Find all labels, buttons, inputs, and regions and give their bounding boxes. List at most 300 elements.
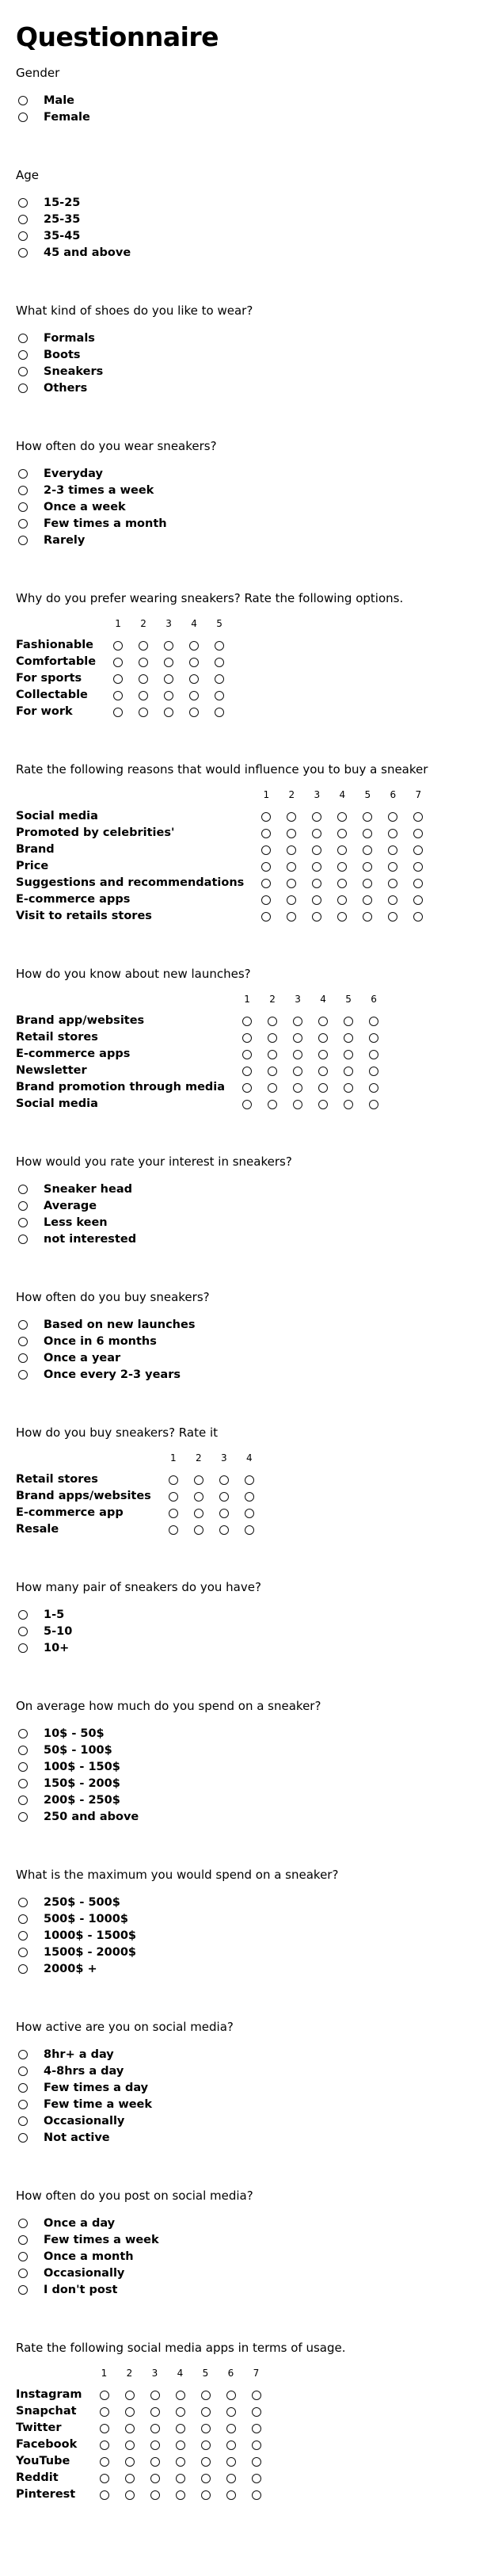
rating-radio[interactable] [215,641,224,651]
rating-radio[interactable] [169,1509,178,1518]
rating-radio[interactable] [287,879,296,888]
rating-radio[interactable] [261,829,271,838]
rating-radio[interactable] [242,1100,252,1109]
option-250-500[interactable] [16,1895,486,1911]
rating-radio[interactable] [113,641,123,651]
rating-cell [156,654,181,670]
rating-radio[interactable] [344,1050,353,1059]
option-occasionally[interactable] [16,2265,486,2282]
rating-radio[interactable] [100,2424,109,2433]
rating-radio[interactable] [388,879,397,888]
option-4-8hrs-a-day[interactable] [16,2063,486,2080]
option-everyday[interactable] [16,466,486,483]
rating-radio[interactable] [125,2441,135,2450]
rating-radio[interactable] [150,2457,160,2467]
radio-button[interactable] [18,248,28,258]
rating-radio[interactable] [312,845,321,855]
rating-radio[interactable] [369,1017,378,1026]
matrix-row-snapchat [16,2403,269,2420]
radio-button[interactable] [18,1964,28,1974]
radio-button[interactable] [18,1729,28,1738]
rating-radio[interactable] [201,2424,211,2433]
rating-radio[interactable] [318,1083,328,1093]
rating-radio[interactable] [194,1525,203,1535]
radio-button[interactable] [18,1931,28,1941]
rating-radio[interactable] [413,829,423,838]
rating-cell [355,808,380,825]
rating-radio[interactable] [363,912,372,922]
rating-radio[interactable] [268,1083,277,1093]
radio-button[interactable] [18,2219,28,2228]
rating-radio[interactable] [189,708,199,717]
rating-column-header: 6 [227,2367,234,2379]
radio-button[interactable] [18,1337,28,1346]
rating-radio[interactable] [318,1100,328,1109]
rating-cell [211,1521,237,1538]
rating-radio[interactable] [344,1083,353,1093]
rating-radio[interactable] [363,879,372,888]
rating-radio[interactable] [139,708,148,717]
rating-radio[interactable] [312,812,321,822]
option-once-every-2-3-years[interactable] [16,1367,486,1383]
rating-radio[interactable] [164,674,173,684]
rating-radio[interactable] [337,912,347,922]
option-sneaker-head[interactable] [16,1181,486,1198]
rating-radio[interactable] [150,2490,160,2500]
rating-cell [168,2387,193,2403]
rating-radio[interactable] [388,812,397,822]
rating-column-header: 2 [196,1452,202,1464]
rating-radio[interactable] [226,2424,236,2433]
rating-radio[interactable] [139,691,148,700]
rating-radio[interactable] [189,674,199,684]
rating-radio[interactable] [388,912,397,922]
radio-button[interactable] [18,1320,28,1330]
option-not-interested[interactable] [16,1231,486,1248]
rating-radio[interactable] [261,912,271,922]
rating-radio[interactable] [318,1067,328,1076]
rating-radio[interactable] [125,2474,135,2483]
rating-radio[interactable] [100,2457,109,2467]
rating-radio[interactable] [369,1083,378,1093]
rating-radio[interactable] [268,1067,277,1076]
radio-button[interactable] [18,1796,28,1805]
rating-radio[interactable] [318,1050,328,1059]
radio-button[interactable] [18,2067,28,2076]
rating-radio[interactable] [164,691,173,700]
rating-radio[interactable] [242,1050,252,1059]
rating-radio[interactable] [201,2441,211,2450]
option-not-active[interactable] [16,2130,486,2147]
option-label: 1000$ - 1500$ [44,1929,137,1942]
rating-radio[interactable] [252,2391,261,2400]
rating-radio[interactable] [226,2391,236,2400]
rating-radio[interactable] [413,812,423,822]
rating-radio[interactable] [369,1100,378,1109]
rating-radio[interactable] [363,829,372,838]
option-10-50[interactable] [16,1726,486,1742]
rating-radio[interactable] [413,845,423,855]
rating-radio[interactable] [113,691,123,700]
rating-radio[interactable] [261,845,271,855]
rating-radio[interactable] [201,2391,211,2400]
rating-radio[interactable] [245,1525,254,1535]
rating-radio[interactable] [268,1100,277,1109]
radio-button[interactable] [18,1914,28,1924]
radio-button[interactable] [18,1948,28,1957]
rating-radio[interactable] [125,2424,135,2433]
rating-radio[interactable] [413,879,423,888]
radio-button[interactable] [18,1812,28,1822]
rating-radio[interactable] [344,1033,353,1043]
rating-radio[interactable] [176,2424,185,2433]
rating-radio[interactable] [318,1033,328,1043]
option-once-a-month[interactable] [16,2249,486,2265]
option-250-and-above[interactable] [16,1809,486,1826]
rating-radio[interactable] [242,1033,252,1043]
rating-radio[interactable] [100,2391,109,2400]
rating-cell [285,1046,310,1063]
option-once-a-day[interactable] [16,2215,486,2232]
rating-radio[interactable] [268,1033,277,1043]
radio-button[interactable] [18,215,28,224]
rating-radio[interactable] [219,1492,229,1502]
rating-radio[interactable] [293,1017,302,1026]
rating-radio[interactable] [318,1017,328,1026]
option-few-time-a-week[interactable] [16,2097,486,2113]
rating-radio[interactable] [369,1050,378,1059]
radio-button[interactable] [18,1779,28,1788]
rating-cell [355,891,380,908]
radio-button[interactable] [18,2050,28,2059]
rating-radio[interactable] [242,1017,252,1026]
matrix-row-social-media [16,808,431,825]
rating-radio[interactable] [169,1492,178,1502]
rating-radio[interactable] [293,1100,302,1109]
option-5-10[interactable] [16,1624,486,1640]
rating-radio[interactable] [337,812,347,822]
rating-radio[interactable] [344,1100,353,1109]
rating-radio[interactable] [293,1050,302,1059]
rating-radio[interactable] [413,895,423,905]
rating-radio[interactable] [242,1083,252,1093]
rating-radio[interactable] [215,674,224,684]
rating-radio[interactable] [176,2457,185,2467]
radio-button[interactable] [18,198,28,208]
radio-button[interactable] [18,2252,28,2261]
rating-radio[interactable] [337,895,347,905]
rating-radio[interactable] [369,1067,378,1076]
rating-radio[interactable] [337,845,347,855]
rating-radio[interactable] [226,2490,236,2500]
rating-radio[interactable] [113,674,123,684]
option-rarely[interactable] [16,532,486,549]
rating-radio[interactable] [252,2490,261,2500]
rating-radio[interactable] [252,2424,261,2433]
rating-radio[interactable] [100,2407,109,2417]
matrix-row-e-commerce-app [16,1505,262,1521]
matrix-row-label: Promoted by celebrities' [16,826,175,840]
rating-radio[interactable] [150,2441,160,2450]
option-200-250[interactable] [16,1792,486,1809]
rating-column-header: 4 [339,788,346,800]
rating-radio[interactable] [194,1509,203,1518]
rating-radio[interactable] [201,2474,211,2483]
rating-radio[interactable] [363,862,372,872]
rating-radio[interactable] [215,691,224,700]
option-label: 200$ - 250$ [44,1793,120,1807]
rating-radio[interactable] [369,1033,378,1043]
rating-cell [361,1046,386,1063]
radio-button[interactable] [18,1643,28,1653]
rating-radio[interactable] [268,1050,277,1059]
rating-radio[interactable] [226,2474,236,2483]
rating-radio[interactable] [176,2407,185,2417]
rating-radio[interactable] [219,1475,229,1485]
rating-radio[interactable] [164,708,173,717]
radio-button[interactable] [18,1218,28,1227]
radio-button[interactable] [18,113,28,122]
radio-button[interactable] [18,519,28,529]
rating-radio[interactable] [287,845,296,855]
radio-button[interactable] [18,1235,28,1244]
radio-button[interactable] [18,1746,28,1755]
option-once-a-week[interactable] [16,499,486,516]
rating-radio[interactable] [287,812,296,822]
radio-button[interactable] [18,1185,28,1194]
matrix-row-label: Price [16,860,49,873]
radio-button[interactable] [18,536,28,545]
option-once-a-year[interactable] [16,1350,486,1367]
option-based-on-new-launches[interactable] [16,1317,486,1334]
radio-button[interactable] [18,1201,28,1211]
radio-button[interactable] [18,2083,28,2093]
rating-radio[interactable] [176,2441,185,2450]
rating-radio[interactable] [226,2407,236,2417]
rating-radio[interactable] [363,845,372,855]
rating-radio[interactable] [337,829,347,838]
radio-button[interactable] [18,2133,28,2143]
rating-radio[interactable] [169,1525,178,1535]
option-150-200[interactable] [16,1776,486,1792]
option-1-5[interactable] [16,1607,486,1624]
radio-button[interactable] [18,2269,28,2278]
radio-button[interactable] [18,469,28,479]
radio-button[interactable] [18,1353,28,1363]
rating-radio[interactable] [363,895,372,905]
rating-radio[interactable] [194,1492,203,1502]
matrix-row-newsletter [16,1063,386,1079]
option-less-keen[interactable] [16,1215,486,1231]
option-1000-1500[interactable] [16,1928,486,1944]
rating-radio[interactable] [293,1067,302,1076]
rating-radio[interactable] [242,1067,252,1076]
rating-radio[interactable] [261,812,271,822]
option-1500-2000[interactable] [16,1944,486,1961]
rating-radio[interactable] [100,2474,109,2483]
rating-radio[interactable] [261,895,271,905]
rating-radio[interactable] [252,2407,261,2417]
rating-radio[interactable] [413,862,423,872]
radio-button[interactable] [18,1762,28,1772]
rating-radio[interactable] [287,829,296,838]
rating-radio[interactable] [245,1475,254,1485]
rating-radio[interactable] [164,641,173,651]
option-50-100[interactable] [16,1742,486,1759]
rating-radio[interactable] [176,2474,185,2483]
radio-button[interactable] [18,2235,28,2245]
rating-radio[interactable] [219,1509,229,1518]
radio-button[interactable] [18,96,28,105]
rating-cell [156,670,181,687]
rating-radio[interactable] [100,2490,109,2500]
option-boots[interactable] [16,347,486,364]
rating-radio[interactable] [219,1525,229,1535]
radio-button[interactable] [18,1898,28,1907]
rating-radio[interactable] [388,862,397,872]
radio-button[interactable] [18,2116,28,2126]
rating-radio[interactable] [226,2441,236,2450]
rating-radio[interactable] [125,2490,135,2500]
option-i-don-t-post[interactable] [16,2282,486,2299]
rating-radio[interactable] [125,2407,135,2417]
option-label: Occasionally [44,2266,125,2280]
option-few-times-a-day[interactable] [16,2080,486,2097]
rating-radio[interactable] [125,2391,135,2400]
rating-radio[interactable] [215,708,224,717]
rating-radio[interactable] [312,895,321,905]
radio-button[interactable] [18,350,28,360]
option-25-35[interactable] [16,212,486,228]
question-title: What kind of shoes do you like to wear? [16,303,253,318]
rating-radio[interactable] [312,912,321,922]
rating-radio[interactable] [139,658,148,667]
rating-radio[interactable] [312,879,321,888]
rating-radio[interactable] [245,1492,254,1502]
rating-radio[interactable] [139,641,148,651]
rating-radio[interactable] [337,862,347,872]
rating-radio[interactable] [125,2457,135,2467]
rating-radio[interactable] [194,1475,203,1485]
option-45-and-above[interactable] [16,245,486,261]
rating-radio[interactable] [150,2424,160,2433]
rating-radio[interactable] [215,658,224,667]
option-2-3-times-a-week[interactable] [16,483,486,499]
option-few-times-a-week[interactable] [16,2232,486,2249]
rating-radio[interactable] [287,912,296,922]
option-sneakers[interactable] [16,364,486,380]
radio-button[interactable] [18,367,28,376]
radio-button[interactable] [18,486,28,495]
radio-button[interactable] [18,384,28,393]
radio-button[interactable] [18,1610,28,1620]
rating-radio[interactable] [344,1017,353,1026]
rating-radio[interactable] [312,829,321,838]
radio-button[interactable] [18,2100,28,2109]
radio-button[interactable] [18,231,28,241]
rating-radio[interactable] [189,691,199,700]
rating-radio[interactable] [268,1017,277,1026]
rating-radio[interactable] [287,862,296,872]
rating-radio[interactable] [245,1509,254,1518]
radio-button[interactable] [18,334,28,343]
rating-radio[interactable] [287,895,296,905]
rating-column-header: 4 [320,993,326,1005]
radio-button[interactable] [18,1370,28,1380]
rating-radio[interactable] [189,658,199,667]
option-100-150[interactable] [16,1759,486,1776]
rating-radio[interactable] [388,845,397,855]
option-500-1000[interactable] [16,1911,486,1928]
rating-radio[interactable] [413,912,423,922]
option-8hr-a-day[interactable] [16,2047,486,2063]
option-female[interactable] [16,109,486,126]
option-formals[interactable] [16,330,486,347]
rating-radio[interactable] [169,1475,178,1485]
option-15-25[interactable] [16,195,486,212]
option-others[interactable] [16,380,486,397]
rating-cell [161,1471,186,1488]
rating-radio[interactable] [261,862,271,872]
rating-radio[interactable] [113,708,123,717]
rating-radio[interactable] [344,1067,353,1076]
rating-radio[interactable] [201,2490,211,2500]
rating-radio[interactable] [176,2490,185,2500]
rating-radio[interactable] [100,2441,109,2450]
rating-radio[interactable] [293,1083,302,1093]
rating-radio[interactable] [388,895,397,905]
rating-radio[interactable] [150,2474,160,2483]
option-few-times-a-month[interactable] [16,516,486,532]
rating-radio[interactable] [201,2407,211,2417]
rating-radio[interactable] [293,1033,302,1043]
rating-radio[interactable] [150,2407,160,2417]
option-10[interactable] [16,1640,486,1657]
rating-radio[interactable] [226,2457,236,2467]
option-male[interactable] [16,93,486,109]
option-2000[interactable] [16,1961,486,1978]
page-title: Questionnaire [16,21,219,52]
rating-cell [244,2437,269,2453]
rating-radio[interactable] [252,2474,261,2483]
rating-radio[interactable] [189,641,199,651]
rating-radio[interactable] [113,658,123,667]
option-once-in-6-months[interactable] [16,1334,486,1350]
rating-radio[interactable] [139,674,148,684]
rating-cell [237,1488,262,1505]
rating-radio[interactable] [150,2391,160,2400]
rating-radio[interactable] [252,2441,261,2450]
rating-radio[interactable] [337,879,347,888]
rating-radio[interactable] [201,2457,211,2467]
radio-button[interactable] [18,2285,28,2295]
option-average[interactable] [16,1198,486,1215]
rating-radio[interactable] [176,2391,185,2400]
matrix-row-e-commerce-apps [16,1046,386,1063]
option-35-45[interactable] [16,228,486,245]
radio-button[interactable] [18,1627,28,1636]
rating-radio[interactable] [252,2457,261,2467]
option-occasionally[interactable] [16,2113,486,2130]
radio-button[interactable] [18,502,28,512]
rating-radio[interactable] [388,829,397,838]
rating-radio[interactable] [312,862,321,872]
rating-radio[interactable] [261,879,271,888]
question-14 [16,2019,486,2147]
rating-radio[interactable] [164,658,173,667]
rating-radio[interactable] [363,812,372,822]
matrix-row-label: Collectable [16,689,88,702]
